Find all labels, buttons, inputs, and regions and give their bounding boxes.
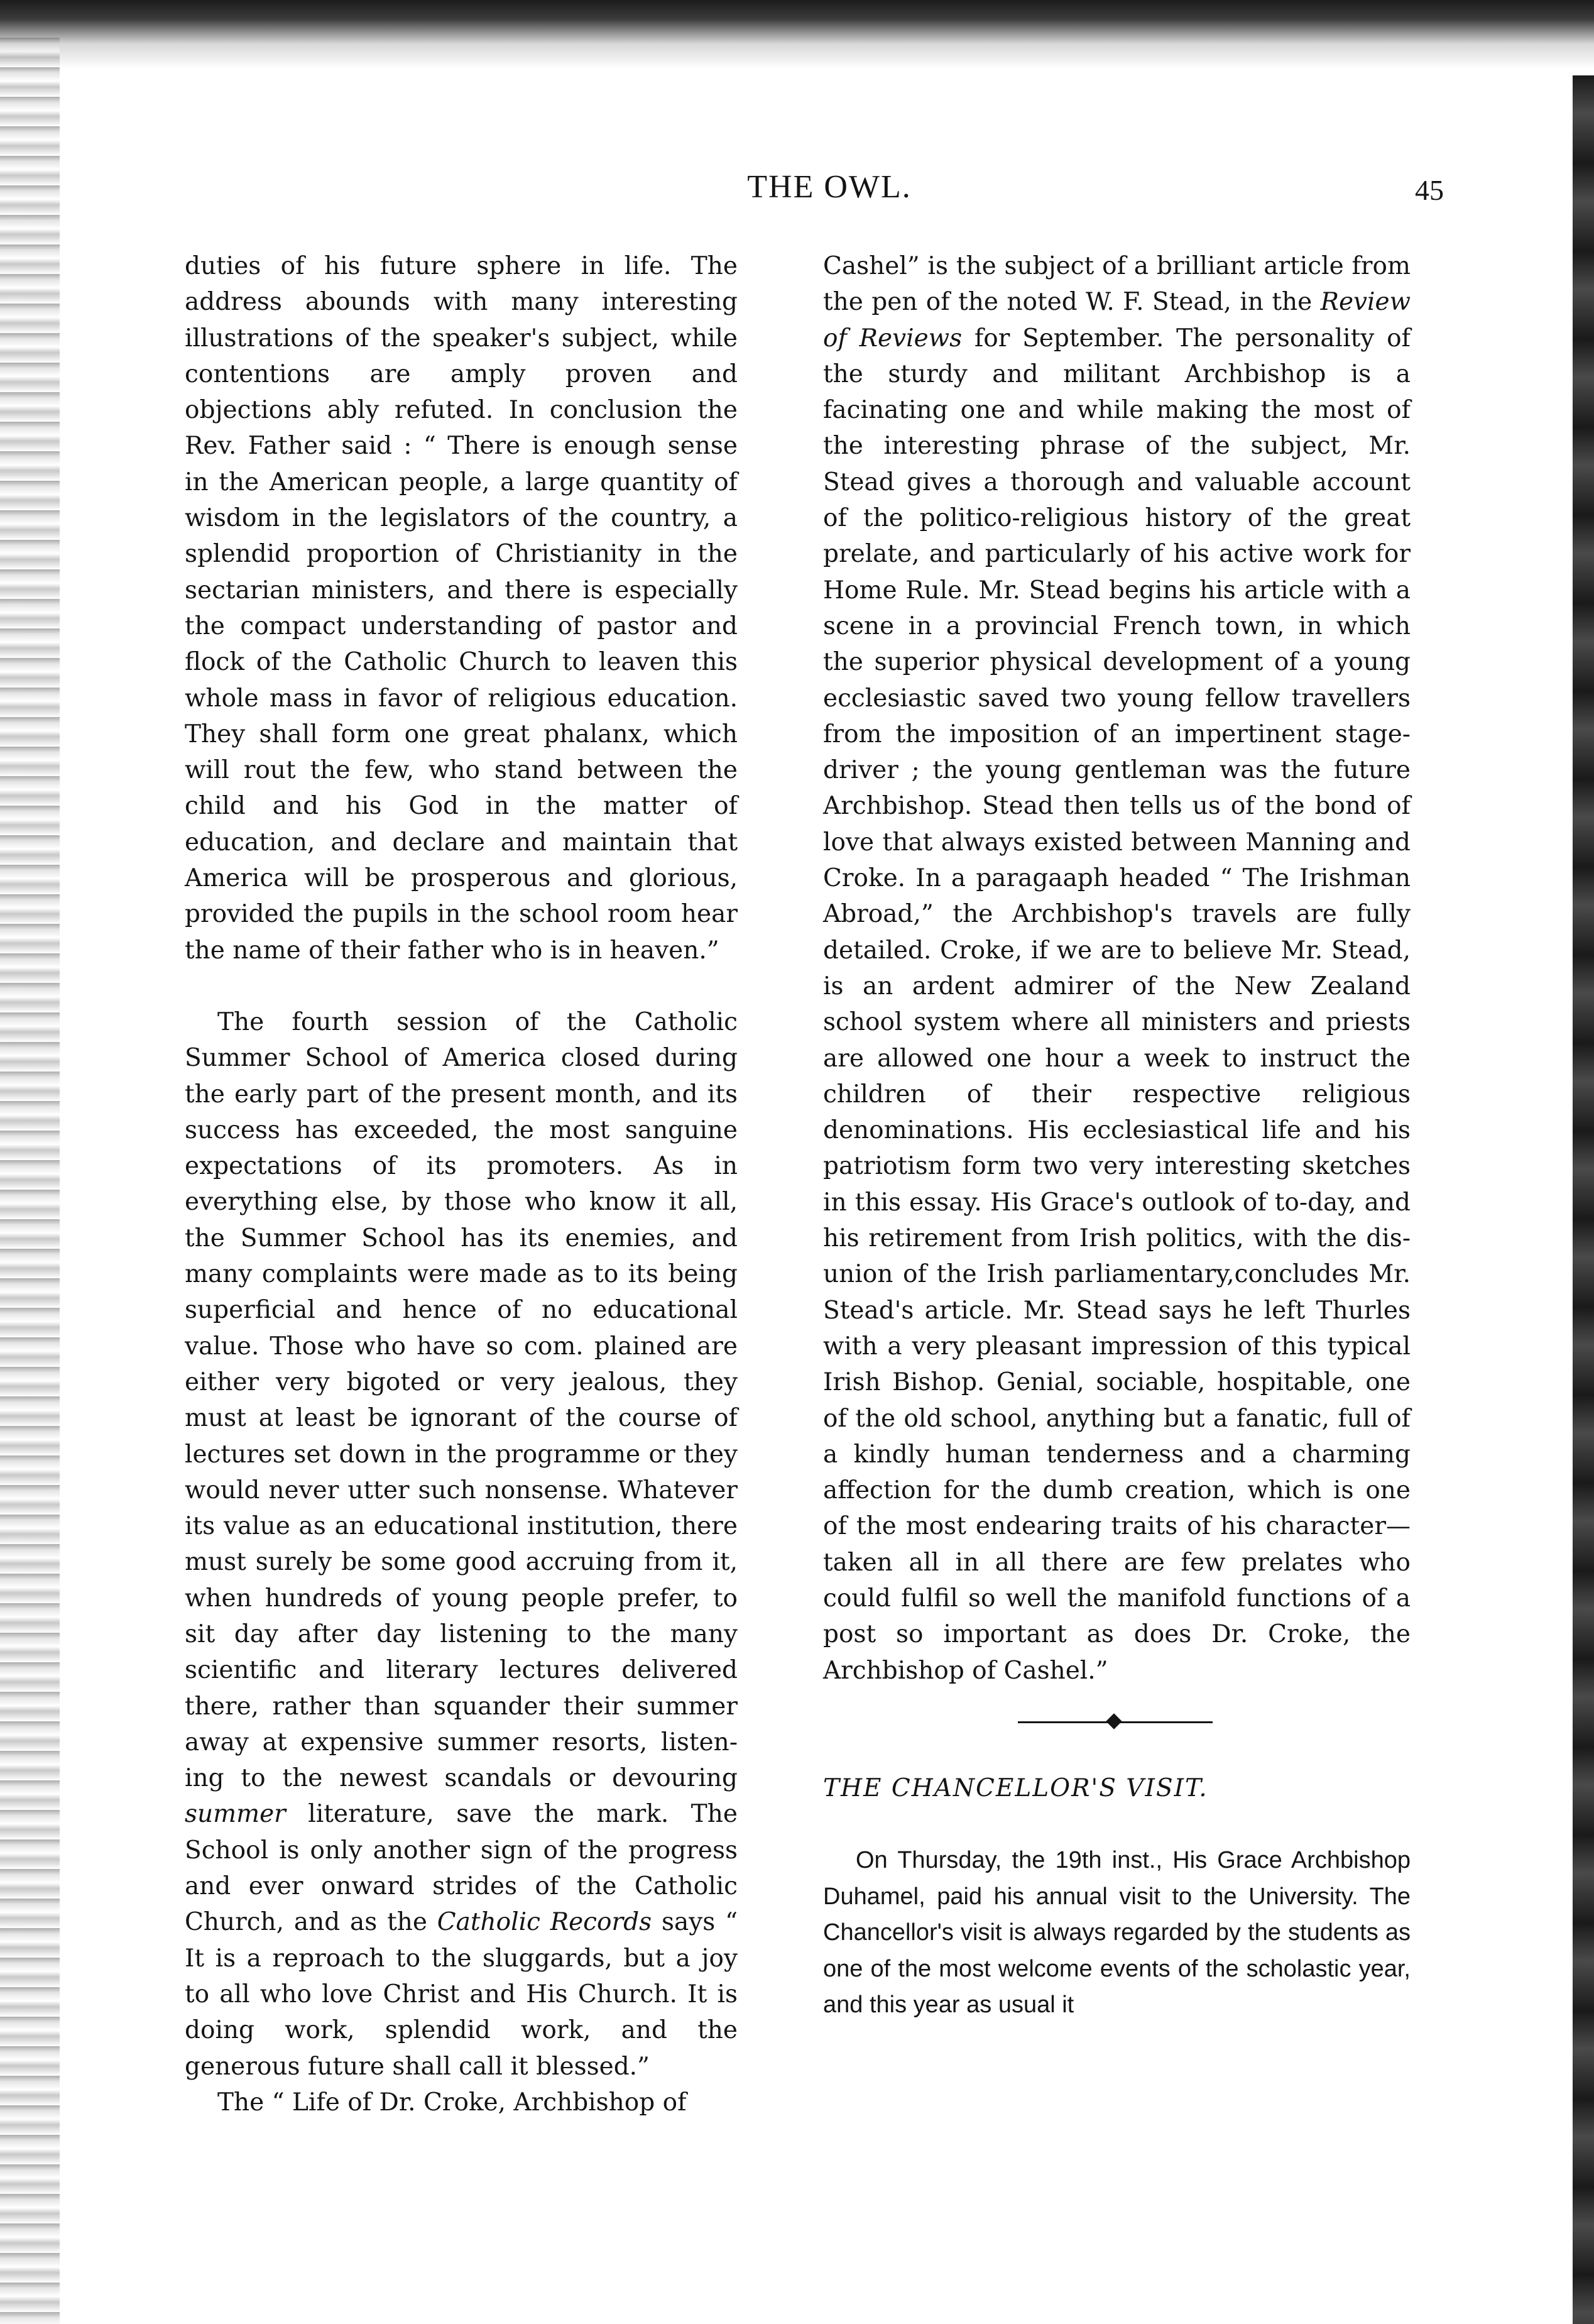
paragraph-croke-article (823, 248, 1411, 1689)
italic-summer: summer (185, 1800, 286, 1829)
summer-school-text-2: literature, save the mark. The School is only another sign of the progress and ever onward strides of the Catholic Church, and as the (185, 1800, 738, 1937)
italic-review-of-reviews: Review of Reviews (823, 288, 1411, 353)
paragraph-gap (185, 968, 738, 1004)
croke-text-2: for September. The personality of the sturdy and militant Archbishop is a facinating one and while making the most of the interesting phrase of the subject, Mr. Stead gives a thorough and valuable account of the politico-religious history of the great prelate, and particularly of his active work for Home Rule. Mr. Stead begins his article with a scene in a provincial French town, in which the superior physical development of a young ecclesiastic saved two young fellow travellers from the imposition of an impertinent stage-driver ; the young gentleman was the future Archbishop. Stead then tells us of the bond of love that always existed between Manning and Croke. In a paragaaph headed “ The Irishman Abroad,” the Archbishop's travels are fully detailed. Croke, if we are to believe Mr. Stead, is an ardent admirer of the New Zealand school system where all ministers and priests are allowed one hour a week to instruct the children of their respective religious denominations. His ecclesiastical life and his patriotism form two very interesting sketches in this essay. His Grace's outlook of to-day, and his retirement from Irish politics, with the disunion of the Irish parliamentary,concludes Mr. Stead's article. Mr. Stead says he left Thurles with a very pleasant impression of this typical Irish Bishop. Genial, sociable, hospitable, one of the old school, anything but a fanatic, full of a kindly human tenderness and a charming affection for the dumb creation, which is one of the most endearing traits of his character—taken all in all there are few prelates who could fulfil so well the manifold functions of a post so important as does Dr. Croke, the Archbishop of Cashel.” (823, 324, 1411, 1685)
right-column (823, 248, 1411, 2024)
paragraph-summer-school (185, 1004, 738, 2085)
paragraph-life-of-croke-start: The “ Life of Dr. Croke, Archbishop of (217, 2088, 687, 2117)
paragraph-address-conclusion: duties of his future sphere in life. The address abounds with many interesting illustrations of the speaker's subject, while contentions are amply proven and objections ably refuted. In conclusion the Rev. Father said : “ There is enough sense in the American people, a large quantity of wisdom in the legislators of the country, a splendid proportion of Christianity in the sectarian ministers, and there is especially the compact understanding of pastor and flock of the Catholic Church to leaven this whole mass in favor of religious education. They shall form one great phalanx, which will rout the few, who stand between the child and his God in the matter of education, and declare and maintain that America will be prosperous and glorious, provided the pupils in the school room hear the name of their father who is in heaven.” (185, 252, 738, 965)
scan-binding-edge (0, 38, 60, 2324)
scan-top-edge (0, 0, 1594, 75)
paragraph-chancellors-visit: On Thursday, the 19th inst., His Grace Archbishop Duhamel, paid his annual visit to the University. The Chancellor's visit is always regarded by the students as one of the most welcome events of the scholastic year, and this year as usual it (823, 1847, 1411, 2019)
left-column (185, 248, 738, 2120)
section-divider-ornament (823, 1689, 1411, 1770)
croke-text-1: Cashel” is the subject of a brilliant article from the pen of the noted W. F. Stead, in the (823, 252, 1411, 317)
scan-right-edge (1573, 75, 1594, 2324)
summer-school-text-3: says “ It is a reproach to the sluggards, but a joy to all who love Christ and His Church. It is doing work, splendid work, and the generous future shall call it blessed.” (185, 1908, 738, 2081)
summer-school-text-1: The fourth session of the Catholic Summer School of America closed during the early part of the present month, and its success has exceeded, the most sanguine expectations of its promoters. As in everything else, by those who know it all, the Summer School has its enemies, and many complaints were made as to its being superficial and hence of no educational value. Those who have so com. plained are either very bigoted or very jealous, they must at least be ignorant of the course of lectures set down in the programme or they would never utter such nonsense. Whatever its value as an educational institution, there must surely be some good accruing from it, when hundreds of young people prefer, to sit day after day listening to the many scientific and literary lectures delivered there, rather than squander their summer away at expensive summer resorts, listening to the newest scandals or devouring (185, 1007, 738, 1793)
page-number: 45 (1415, 174, 1444, 206)
running-title: THE OWL. (747, 169, 912, 205)
divider-diamond-icon (1106, 1713, 1122, 1729)
italic-catholic-records: Catholic Records (437, 1908, 652, 1937)
section-heading-chancellors-visit: THE CHANCELLOR'S VISIT. (823, 1773, 1208, 1802)
